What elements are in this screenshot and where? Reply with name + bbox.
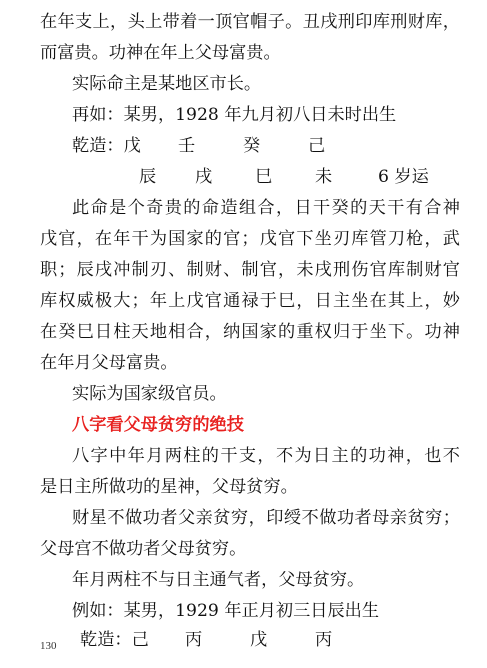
- chart-branch-year: 辰: [139, 167, 157, 187]
- text-line: 实际为国家级官员。: [72, 384, 227, 404]
- chart-stem-year: 乾造：戊: [72, 136, 141, 156]
- chart-luck-age: 6 岁运: [378, 167, 429, 187]
- text-line: 年月两柱不与日主通气者，父母贫穷。: [72, 570, 365, 590]
- chart-stem-hour: 己: [308, 136, 326, 156]
- text-line: 是日主所做功的星神，父母贫穷。: [40, 477, 298, 497]
- text-line: 财星不做功者父亲贫穷，印绶不做功者母亲贫穷；: [72, 508, 460, 528]
- text-line: 八字中年月两柱的干支，不为日主的功神，也不: [72, 446, 460, 466]
- chart-stem-year: 乾造：己: [80, 630, 149, 650]
- section-heading: 八字看父母贫穷的绝技: [72, 415, 244, 435]
- text-line: 职；辰戌冲制刃、制财、制官，未戌刑伤官库制财官: [40, 260, 460, 280]
- page-number: 130: [40, 640, 57, 652]
- chart-stem-day: 戊: [250, 630, 268, 650]
- text-line: 而富贵。功神在年上父母富贵。: [40, 43, 281, 63]
- chart-branch-hour: 未: [315, 167, 333, 187]
- text-line: 实际命主是某地区市长。: [72, 74, 262, 94]
- chart-branch-day: 巳: [255, 167, 273, 187]
- chart-stem-hour: 丙: [315, 630, 333, 650]
- chart-stem-month: 丙: [185, 630, 203, 650]
- chart-branch-month: 戌: [195, 167, 213, 187]
- text-line: 父母宫不做功者父母贫穷。: [40, 539, 247, 559]
- text-line: 此命是个奇贵的命造组合，日干癸的天干有合神: [72, 198, 460, 218]
- chart-stem-month: 壬: [178, 136, 196, 156]
- chart-stem-day: 癸: [243, 136, 261, 156]
- text-line: 库权威极大；年上戊官通禄于巳，日主坐在其上，妙: [40, 291, 460, 311]
- text-line: 在年支上，头上带着一顶官帽子。丑戌刑印库刑财库，: [40, 12, 460, 32]
- text-line: 在年月父母富贵。: [40, 353, 178, 373]
- text-line: 在癸巳日柱天地相合，纳国家的重权归于坐下。功神: [40, 322, 460, 342]
- text-line: 再如：某男，1928 年九月初八日未时出生: [72, 105, 397, 125]
- text-line: 戊官，在年干为国家的官；戊官下坐刃库管刀枪，武: [40, 229, 460, 249]
- text-line: 例如：某男，1929 年正月初三日辰出生: [72, 601, 380, 621]
